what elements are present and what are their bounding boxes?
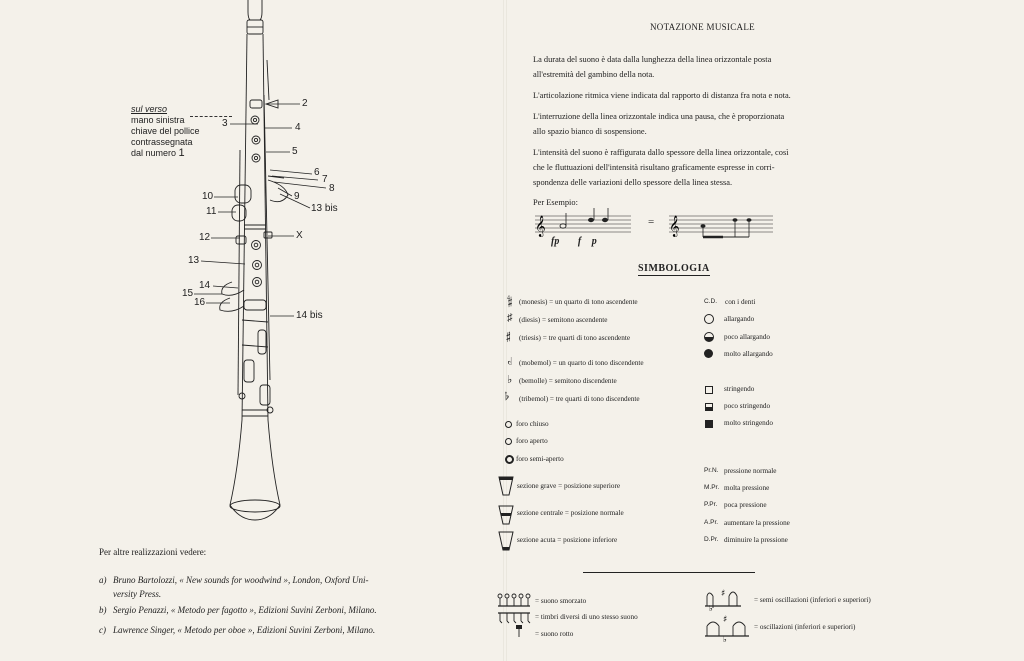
reference-a <box>99 573 399 601</box>
legend-text: allargando <box>724 315 755 323</box>
legend-text: con i denti <box>725 298 756 306</box>
legend-text: stringendo <box>724 385 755 393</box>
svg-text:♭: ♭ <box>709 604 713 612</box>
svg-text:♯: ♯ <box>721 589 726 599</box>
simbologia-title: SIMBOLOGIA <box>638 263 710 274</box>
key-number-5: 5 <box>292 146 298 157</box>
circle-filled-icon <box>704 349 713 358</box>
page-heading: NOTAZIONE MUSICALE <box>650 22 755 32</box>
callout-line: mano sinistra <box>131 115 185 125</box>
callout-line-verso: sul verso <box>131 104 168 114</box>
legend-text: aumentare la pressione <box>724 519 790 527</box>
broken-sound-icon <box>513 625 525 641</box>
dynamic-fp: fp <box>551 236 560 247</box>
key-number-16: 16 <box>194 297 206 308</box>
three-quarter-sharp-icon: 𝄰 <box>506 330 511 342</box>
legend-text: pressione normale <box>724 467 777 475</box>
abbr-mpr: M.Pr. <box>704 484 720 491</box>
abbr-cd: C.D. <box>704 298 717 305</box>
references-intro: Per altre realizzazioni vedere: <box>99 547 207 557</box>
reference-letter: b) <box>99 605 107 615</box>
sharp-icon: ♯ <box>507 312 513 324</box>
paragraph-line: L'articolazione ritmica viene indicata dal rapporto di distanza fra nota e nota. <box>533 91 791 100</box>
reference-letter: c) <box>99 625 106 635</box>
paragraph-line: L'interruzione della linea orizzontale indica una pausa, che è proporzionata <box>533 112 785 121</box>
reference-text: Sergio Penazzi, « Metodo per fagotto », Edizioni Suvini Zerboni, Milano. <box>113 605 377 615</box>
key-number-13-bis: 13 bis <box>311 203 338 214</box>
circle-open-icon <box>704 314 714 324</box>
reference-c <box>99 625 419 635</box>
key-number-3: 3 <box>222 118 228 129</box>
key-number-12: 12 <box>199 232 211 243</box>
dynamic-f: f <box>577 236 582 247</box>
paragraph <box>533 88 815 103</box>
legend-text: poco allargando <box>724 333 770 341</box>
legend-text: foro semi-aperto <box>516 455 564 463</box>
key-number-14-bis: 14 bis <box>296 310 323 321</box>
reference-b <box>99 605 419 615</box>
paragraph-line: La durata del suono è data dalla lunghezza della linea orizzontale posta <box>533 55 772 64</box>
paragraph <box>533 145 815 190</box>
key-number-15: 15 <box>182 288 194 299</box>
key-number-9: 9 <box>294 191 300 202</box>
legend-text: sezione centrale = posizione normale <box>517 509 624 517</box>
treble-clef-icon: 𝄞 <box>669 216 680 237</box>
legend-text: molto allargando <box>724 350 773 358</box>
equals-sign: = <box>648 216 655 228</box>
paragraph-line: che le fluttuazioni dell'intensità risultano graficamente espresse in corri- <box>533 163 775 172</box>
legend-text: = suono rotto <box>535 630 574 638</box>
legend-text: poca pressione <box>724 501 767 509</box>
legend-text: = suono smorzato <box>535 597 587 605</box>
abbr-ppr: P.Pr. <box>704 501 718 508</box>
oscillation-icon <box>703 612 755 642</box>
legend-text: foro chiuso <box>516 420 549 428</box>
dynamics-row <box>551 236 597 247</box>
svg-text:♭: ♭ <box>723 635 727 642</box>
key-number-4: 4 <box>295 122 301 133</box>
key-number-x: X <box>296 230 303 241</box>
quarter-sharp-icon: 𝄲 <box>507 295 513 307</box>
paragraph-line: allo spazio bianco di sospensione. <box>533 127 647 136</box>
legend-text: (mobemol) = un quarto di tono discendente <box>519 359 644 367</box>
legend-text: (bemolle) = semitono discendente <box>519 377 617 385</box>
paragraph-line: all'estremità del gambino della nota. <box>533 70 655 79</box>
key-number-10: 10 <box>202 191 214 202</box>
legend-text: (diesis) = semitono ascendente <box>519 316 608 324</box>
square-half-icon <box>705 403 713 411</box>
key-number-7: 7 <box>322 174 328 185</box>
middle-section-icon <box>497 504 515 526</box>
legend-text: = timbri diversi di uno stesso suono <box>535 613 638 621</box>
low-section-icon <box>497 475 515 497</box>
legend-text: = oscillazioni (inferiori e superiori) <box>754 623 856 631</box>
reference-letter: a) <box>99 575 107 585</box>
legend-text: sezione acuta = posizione inferiore <box>517 536 618 544</box>
circle-half-icon <box>704 332 714 342</box>
paragraph <box>533 109 815 139</box>
legend-text: = semi oscillazioni (inferiori e superiori) <box>754 596 871 604</box>
paragraph-line: spondenza delle variazioni dello spessore della linea stessa. <box>533 178 733 187</box>
legend-text: (monesis) = un quarto di tono ascendente <box>519 298 638 306</box>
treble-clef-icon: 𝄞 <box>535 216 546 237</box>
reference-text: versity Press. <box>113 589 162 599</box>
section-divider <box>583 572 755 573</box>
semi-oscillation-icon <box>703 586 751 612</box>
three-quarter-flat-icon: 𝄬 <box>505 391 510 403</box>
square-filled-icon <box>705 420 713 428</box>
right-page <box>505 0 1024 661</box>
example-label: Per Esempio: <box>533 198 578 207</box>
key-number-8: 8 <box>329 183 335 194</box>
paragraph <box>533 52 815 82</box>
leader-lines <box>0 0 505 661</box>
key-number-11: 11 <box>206 206 217 217</box>
high-section-icon <box>497 530 515 552</box>
legend-text: (tribemol) = tre quarti di tono discendente <box>519 395 640 403</box>
notation-text <box>533 52 815 190</box>
example-staff-proportional <box>667 208 775 244</box>
flat-icon: ♭ <box>507 374 513 386</box>
key-number-14: 14 <box>199 280 211 291</box>
legend-text: molto stringendo <box>724 419 773 427</box>
open-hole-icon <box>505 438 512 445</box>
legend-text: (triesis) = tre quarti di tono ascendente <box>519 334 631 342</box>
abbr-prn: Pr.N. <box>704 467 719 474</box>
legend-text: sezione grave = posizione superiore <box>517 482 621 490</box>
quarter-flat-icon: ♭ <box>507 356 513 368</box>
reference-text: Lawrence Singer, « Metodo per oboe », Edizioni Suvini Zerboni, Milano. <box>113 625 376 635</box>
half-open-hole-icon <box>505 455 514 464</box>
paragraph-line: L'intensità del suono è raffigurata dallo spessore della linea orizzontale, così <box>533 148 789 157</box>
closed-hole-icon <box>505 421 512 428</box>
square-open-icon <box>705 386 713 394</box>
callout-line: dal numero <box>131 148 177 158</box>
legend-text: foro aperto <box>516 437 548 445</box>
callout-line: chiave del pollice <box>131 126 200 136</box>
key-number-6: 6 <box>314 167 320 178</box>
svg-text:♯: ♯ <box>723 615 728 625</box>
key-number-13: 13 <box>188 255 200 266</box>
key-number-2: 2 <box>302 98 308 109</box>
legend-text: diminuire la pressione <box>724 536 788 544</box>
muted-sound-icon <box>497 592 533 610</box>
abbr-apr: A.Pr. <box>704 519 719 526</box>
reference-text: Bruno Bartolozzi, « New sounds for woodwind », London, Oxford Uni- <box>113 575 369 585</box>
abbr-dpr: D.Pr. <box>704 536 719 543</box>
callout-line: contrassegnata <box>131 137 193 147</box>
left-page <box>0 0 505 661</box>
dynamic-p: p <box>591 236 597 247</box>
legend-text: poco stringendo <box>724 402 771 410</box>
callout-number: 1 <box>178 147 185 159</box>
legend-text: molta pressione <box>724 484 770 492</box>
